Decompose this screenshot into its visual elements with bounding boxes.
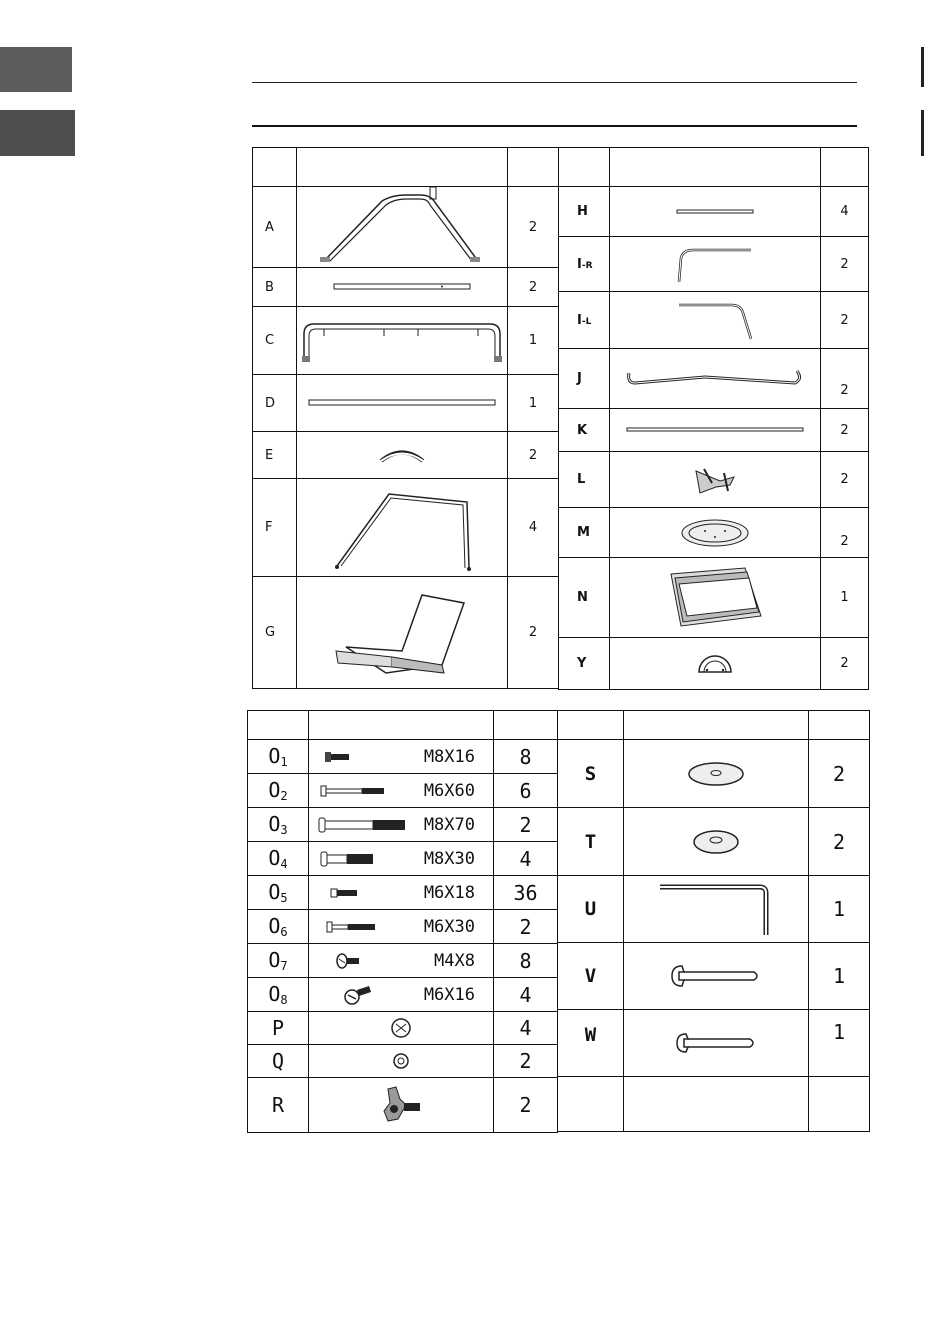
part-j-curved-bar-icon — [625, 367, 805, 391]
part-qty: 4 — [508, 479, 559, 577]
table-row — [248, 1078, 558, 1133]
part-i-r-bent-rod-icon — [675, 244, 755, 284]
hardware-label: $O_1$ — [248, 740, 309, 774]
table-row — [559, 558, 869, 638]
hardware-label: R — [248, 1078, 309, 1133]
screw-m6x16-icon — [343, 984, 373, 1006]
bolt-m8x70-icon — [317, 817, 407, 833]
tool-label: V — [558, 943, 624, 1010]
table-row — [248, 876, 558, 910]
table-row — [559, 409, 869, 452]
hardware-qty: 4 — [494, 1012, 558, 1045]
part-qty: 2 — [821, 508, 869, 558]
page-edge-marker-2 — [921, 110, 924, 156]
part-a-frame-icon — [302, 187, 502, 267]
hardware-spec: M8X30 — [423, 848, 475, 869]
page-edge-marker-1 — [921, 47, 924, 87]
hardware-spec: M6X16 — [423, 984, 475, 1005]
tool-qty: 1 — [809, 876, 870, 943]
part-label: H — [559, 187, 610, 237]
hardware-spec: M4X8 — [434, 950, 475, 971]
table-row — [558, 1077, 870, 1132]
table-row — [253, 187, 559, 268]
bolt-m6x30-icon — [325, 921, 377, 933]
hardware-qty: 6 — [494, 774, 558, 808]
hardware-spec: M6X60 — [423, 780, 475, 801]
table-row — [558, 876, 870, 943]
part-qty: 2 — [508, 432, 559, 479]
table-row — [248, 808, 558, 842]
part-label: M — [559, 508, 610, 558]
table-row — [253, 375, 559, 432]
table-row — [253, 577, 559, 689]
tool-qty: 2 — [809, 808, 870, 876]
part-g-seat-icon — [332, 585, 472, 681]
table-row — [253, 268, 559, 307]
hardware-qty: 4 — [494, 842, 558, 876]
wrench-v-icon — [668, 962, 764, 990]
part-label: I-R — [559, 237, 610, 292]
bolt-m6x60-icon — [319, 785, 387, 797]
hardware-label: $O_8$ — [248, 978, 309, 1012]
part-qty: 1 — [508, 307, 559, 375]
hardware-label: $O_2$ — [248, 774, 309, 808]
part-qty: 2 — [821, 292, 869, 349]
screw-m4x8-icon — [335, 953, 361, 969]
section-tab-1 — [0, 47, 72, 92]
part-label: J — [559, 349, 610, 409]
part-h-rod-icon — [675, 208, 755, 216]
bolt-m8x16-icon — [323, 750, 353, 764]
part-label: L — [559, 452, 610, 508]
table-row — [559, 292, 869, 349]
part-y-arc-bracket-icon — [695, 652, 735, 676]
hardware-qty: 2 — [494, 808, 558, 842]
part-qty: 2 — [821, 452, 869, 508]
part-qty: 1 — [821, 558, 869, 638]
part-f-leg-frame-icon — [317, 484, 487, 572]
table-row — [558, 943, 870, 1010]
table-row — [559, 638, 869, 690]
part-d-tube-icon — [307, 398, 497, 408]
bolt-m8x30-icon — [319, 851, 375, 867]
part-m-plate-icon — [680, 518, 750, 548]
part-n-fabric-icon — [665, 566, 765, 630]
knob-bolt-r-icon — [376, 1085, 426, 1125]
part-qty: 2 — [508, 577, 559, 689]
hardware-label: $O_3$ — [248, 808, 309, 842]
hardware-qty: 2 — [494, 1078, 558, 1133]
tool-label: U — [558, 876, 624, 943]
part-label: N — [559, 558, 610, 638]
part-label: C — [253, 307, 297, 375]
tool-qty: 2 — [809, 740, 870, 808]
part-i-l-bent-rod-icon — [675, 299, 755, 341]
part-qty: 1 — [508, 375, 559, 432]
table-header-row — [558, 711, 870, 740]
part-c-crossbar-icon — [300, 318, 504, 364]
table-row — [248, 740, 558, 774]
hardware-label: $O_4$ — [248, 842, 309, 876]
table-row — [253, 307, 559, 375]
hardware-qty: 4 — [494, 978, 558, 1012]
table-row — [558, 740, 870, 808]
part-qty: 4 — [821, 187, 869, 237]
wrench-w-icon — [674, 1031, 758, 1055]
hardware-label: $O_5$ — [248, 876, 309, 910]
table-row — [248, 774, 558, 808]
tool-qty: 1 — [809, 943, 870, 1010]
hardware-label: P — [248, 1012, 309, 1045]
table-row — [248, 1012, 558, 1045]
table-row — [558, 808, 870, 876]
section-tab-2 — [0, 110, 75, 156]
table-row — [248, 978, 558, 1012]
part-qty: 2 — [821, 237, 869, 292]
frame-parts-table-left — [252, 147, 559, 689]
part-label: I-L — [559, 292, 610, 349]
part-label: Y — [559, 638, 610, 690]
table-row — [559, 187, 869, 237]
hardware-spec: M8X16 — [423, 746, 475, 767]
part-label: D — [253, 375, 297, 432]
table-row — [248, 842, 558, 876]
table-row — [253, 432, 559, 479]
part-k-long-rod-icon — [625, 426, 805, 434]
header-rule-bottom — [252, 125, 857, 127]
hardware-label: $O_6$ — [248, 910, 309, 944]
cap-nut-p-icon — [390, 1017, 412, 1039]
hardware-label: $O_7$ — [248, 944, 309, 978]
hardware-label: Q — [248, 1045, 309, 1078]
table-row — [559, 349, 869, 409]
hardware-qty: 36 — [494, 876, 558, 910]
hardware-qty: 2 — [494, 910, 558, 944]
part-e-arc-icon — [377, 446, 427, 464]
part-b-bar-icon — [332, 281, 472, 293]
hardware-spec: M8X70 — [423, 814, 475, 835]
part-label: F — [253, 479, 297, 577]
table-row — [248, 910, 558, 944]
part-label: E — [253, 432, 297, 479]
table-header-row — [253, 148, 559, 187]
table-row — [559, 452, 869, 508]
part-label: A — [253, 187, 297, 268]
hardware-table-right — [557, 710, 870, 1132]
tool-label: T — [558, 808, 624, 876]
part-qty: 2 — [821, 349, 869, 409]
part-qty: 2 — [821, 638, 869, 690]
part-qty: 2 — [508, 268, 559, 307]
part-l-bracket-icon — [690, 465, 740, 495]
hardware-table-left — [247, 710, 558, 1133]
table-row — [558, 1010, 870, 1077]
hardware-spec: M6X18 — [423, 882, 475, 903]
washer-t-icon — [691, 827, 741, 857]
allen-key-u-icon — [656, 879, 776, 939]
part-label: G — [253, 577, 297, 689]
table-row — [253, 479, 559, 577]
nut-q-icon — [392, 1052, 410, 1070]
header-rule-top — [252, 82, 857, 83]
washer-s-icon — [686, 759, 746, 789]
frame-parts-table-right — [558, 147, 869, 690]
hardware-qty: 2 — [494, 1045, 558, 1078]
tool-qty: 1 — [809, 1010, 870, 1077]
part-qty: 2 — [821, 409, 869, 452]
table-header-row — [559, 148, 869, 187]
hardware-qty: 8 — [494, 740, 558, 774]
table-row — [248, 1045, 558, 1078]
tool-label: W — [558, 1010, 624, 1077]
bolt-m6x18-icon — [329, 887, 359, 899]
table-row — [248, 944, 558, 978]
tool-label: S — [558, 740, 624, 808]
part-qty: 2 — [508, 187, 559, 268]
table-row — [559, 508, 869, 558]
hardware-qty: 8 — [494, 944, 558, 978]
table-header-row — [248, 711, 558, 740]
table-row — [559, 237, 869, 292]
part-label: B — [253, 268, 297, 307]
hardware-spec: M6X30 — [423, 916, 475, 937]
part-label: K — [559, 409, 610, 452]
